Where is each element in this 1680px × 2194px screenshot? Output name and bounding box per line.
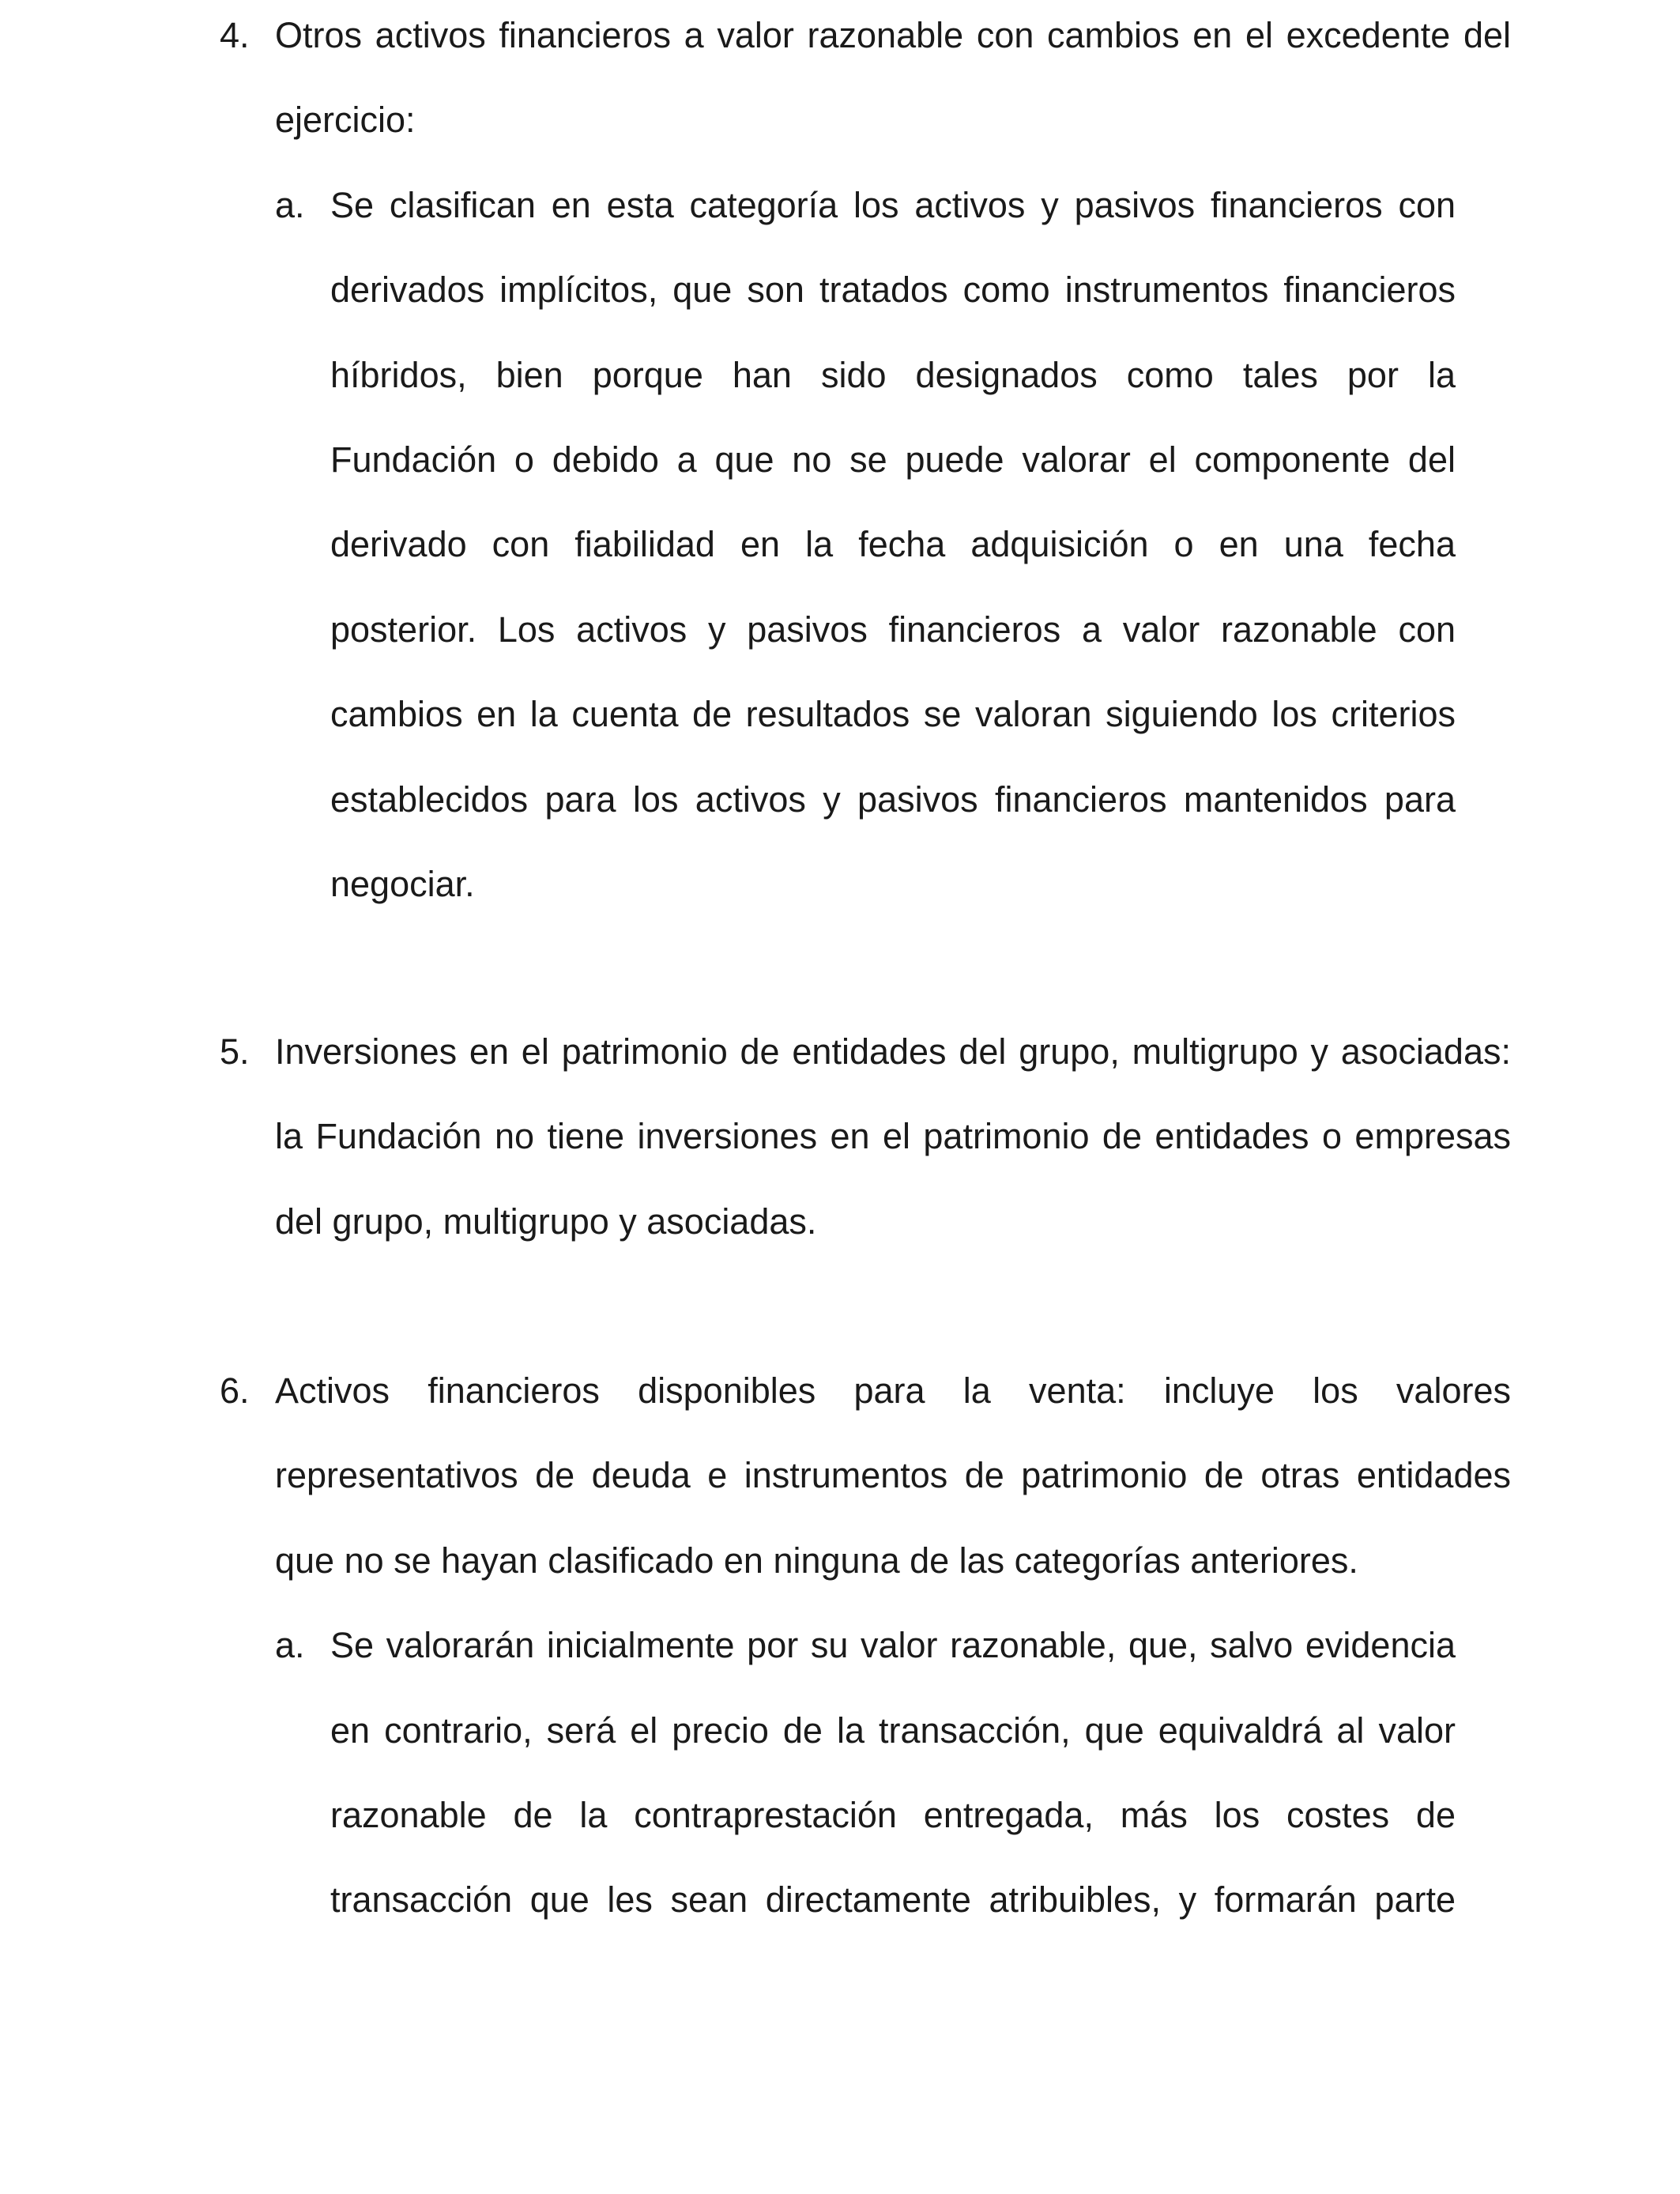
text-line: transacción que les sean directamente atribuibles, y formarán parte <box>330 1879 1456 1921</box>
sub-item-body <box>330 1603 1456 1943</box>
text-line: Se clasifican en esta categoría los activos y pasivos financieros con <box>330 184 1456 225</box>
text-line: cambios en la cuenta de resultados se valoran siguiendo los criterios <box>330 694 1456 735</box>
text-line: Se valorarán inicialmente por su valor razonable, que, salvo evidencia <box>330 1625 1456 1666</box>
list-item-body <box>275 0 1511 163</box>
text-line: Activos financieros disponibles para la venta: incluye los valores <box>275 1370 1511 1411</box>
list-item-body <box>275 1009 1511 1264</box>
list-number: 5. <box>220 1031 250 1072</box>
text-line: establecidos para los activos y pasivos financieros mantenidos para <box>330 778 1456 820</box>
sub-item-6a <box>275 1603 1456 1943</box>
text-line: del grupo, multigrupo y asociadas. <box>275 1201 817 1242</box>
list-item-6 <box>220 1348 1511 1943</box>
sub-letter: a. <box>275 184 305 225</box>
text-line: Otros activos financieros a valor razonable con cambios en el excedente del <box>275 15 1511 55</box>
sub-letter: a. <box>275 1625 305 1666</box>
text-line: Fundación o debido a que no se puede valorar el componente del <box>330 439 1456 480</box>
text-line: derivados implícitos, que son tratados como instrumentos financieros <box>330 270 1456 311</box>
sub-item-4a <box>275 163 1456 927</box>
text-line: híbridos, bien porque han sido designados como tales por la <box>330 354 1456 395</box>
text-line: representativos de deuda e instrumentos de patrimonio de otras entidades <box>275 1455 1511 1496</box>
text-line: ejercicio: <box>275 100 416 141</box>
text-line: posterior. Los activos y pasivos financieros a valor razonable con <box>330 609 1456 650</box>
list-number: 6. <box>220 1370 250 1411</box>
text-line: en contrario, será el precio de la transacción, que equivaldrá al valor <box>330 1710 1456 1751</box>
text-line: razonable de la contraprestación entregada, más los costes de <box>330 1794 1456 1835</box>
text-line: negociar. <box>330 863 475 904</box>
text-line: la Fundación no tiene inversiones en el patrimonio de entidades o empresas <box>275 1116 1511 1157</box>
text-line: derivado con fiabilidad en la fecha adquisición o en una fecha <box>330 524 1456 565</box>
text-line: que no se hayan clasificado en ninguna de las categorías anteriores. <box>275 1540 1358 1581</box>
sub-item-body <box>330 163 1456 927</box>
list-item-5 <box>220 1009 1511 1264</box>
list-number: 4. <box>220 15 250 55</box>
list-item-body <box>275 1348 1511 1603</box>
list-item-4 <box>220 0 1511 926</box>
text-line: Inversiones en el patrimonio de entidades del grupo, multigrupo y asociadas: <box>275 1031 1511 1072</box>
